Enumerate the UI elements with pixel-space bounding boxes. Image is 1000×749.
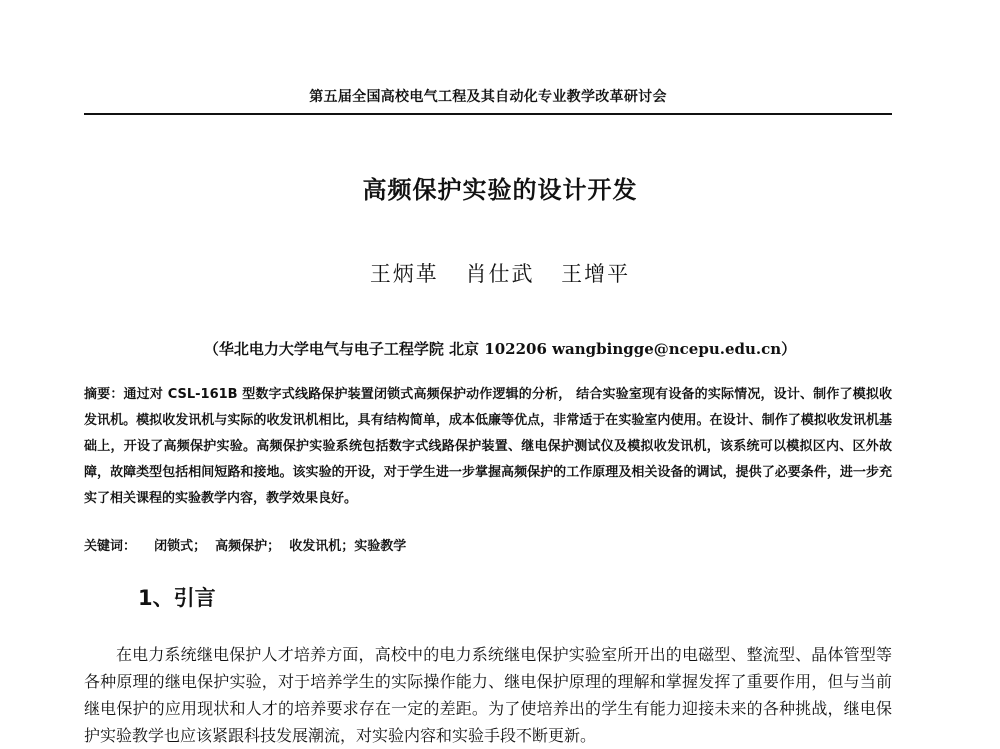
keywords-text: 闭锁式； 高频保护； 收发讯机；实验教学 bbox=[154, 539, 407, 554]
paper-title: 高频保护实验的设计开发 bbox=[362, 176, 638, 204]
abstract-label: 摘要： bbox=[84, 387, 124, 402]
abstract-text: 通过对 CSL-161B 型数字式线路保护装置闭锁式高频保护动作逻辑的分析， 结合实验室现有设备的实际情况，设计、制作了模拟收发讯机。模拟收发讯机与实际的收发讯机相比，具有结构简单，成本低廉等优点，非常适于在实验室内使用。在设计、制作了模拟收发讯机基础上，开设了高频保护实验。高频保护实验系统包括数字式线路保护装置、继电保护测试仪及模拟收发讯机，该系统可以模拟区内、区外故障，故障类型包括相间短路和接地。该实验的开设，对于学生进一步掌握高频保护的工作原理及相关设备的调试，提供了必要条件，进一步充实了相关课程的实验教学内容，教学效果良好。 bbox=[84, 387, 892, 506]
introduction-paragraph: 在电力系统继电保护人才培养方面，高校中的电力系统继电保护实验室所开出的电磁型、整流型、晶体管型等各种原理的继电保护实验，对于培养学生的实际操作能力、继电保护原理的理解和掌握发挥了重要作用，但与当前继电保护的应用现状和人才的培养要求存在一定的差距。为了使培养出的学生有能力迎接未来的各种挑战，继电保护实验教学也应该紧跟科技发展潮流，对实验内容和实验手段不断更新。 bbox=[84, 645, 892, 745]
keywords bbox=[84, 534, 892, 560]
header-rule bbox=[84, 113, 892, 115]
conference-header: 第五届全国高校电气工程及其自动化专业教学改革研讨会 bbox=[309, 89, 667, 105]
section-heading-introduction: 1、引言 bbox=[138, 586, 216, 610]
paper-affiliation: （华北电力大学电气与电子工程学院 北京 102206 wangbingge@ncepu.edu.cn） bbox=[203, 340, 797, 358]
abstract bbox=[84, 382, 892, 512]
keywords-label: 关键词： bbox=[84, 539, 137, 554]
paper-authors: 王炳革 肖仕武 王增平 bbox=[369, 262, 631, 286]
